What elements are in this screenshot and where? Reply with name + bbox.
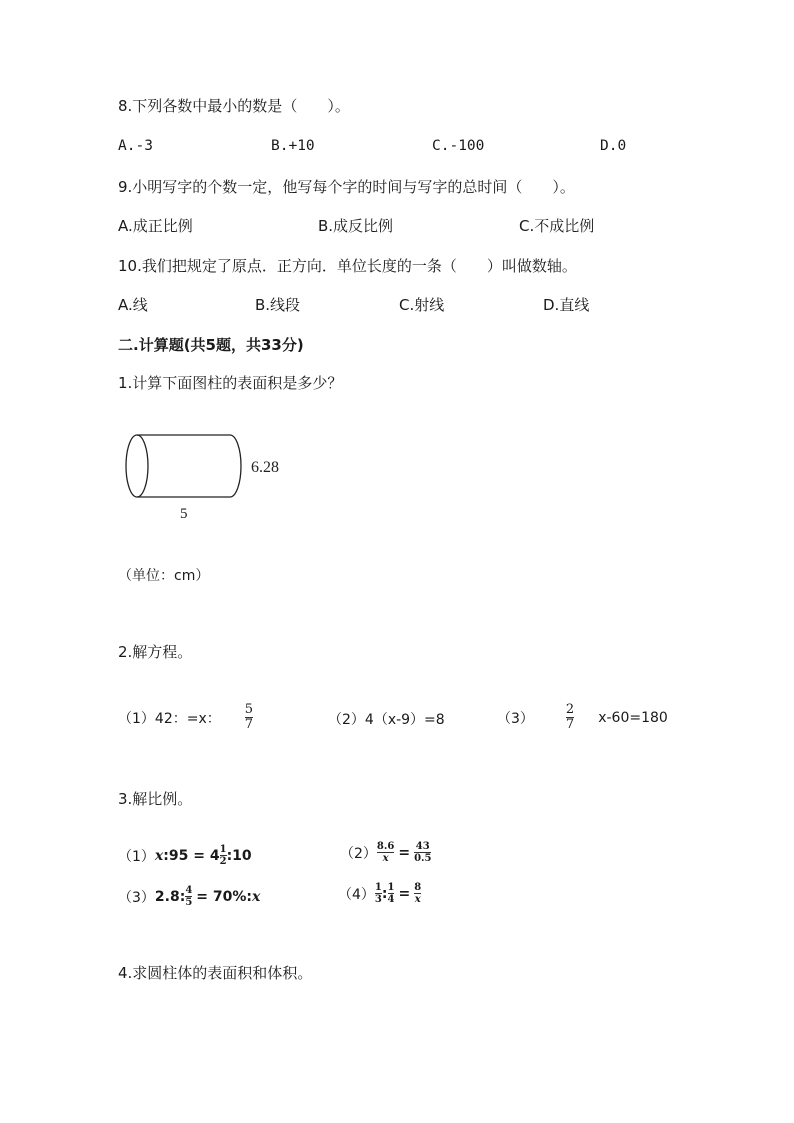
q9-option-c: C.不成比例 [519, 217, 595, 235]
q10-option-d: D.直线 [543, 296, 590, 314]
question-8: 8.下列各数中最小的数是（ ）。 [118, 97, 350, 115]
eq3-prefix: （3） [497, 710, 534, 727]
calc-question-3: 3.解比例。 [118, 790, 193, 808]
p2-num1: 8.6 [376, 841, 395, 852]
q8-option-a: A.-3 [118, 138, 153, 154]
q8-option-b: B.+10 [271, 138, 315, 154]
p4-fraction-3 [414, 882, 421, 905]
p4-eq: = [398, 885, 411, 902]
eq1-num: 5 [244, 702, 254, 717]
circumference-label: 6.28 [251, 459, 279, 476]
q8-option-c: C.-100 [432, 138, 485, 154]
eq3-den: 7 [565, 717, 575, 732]
p2-eq: = [398, 844, 411, 861]
p4-colon: : [381, 885, 388, 902]
p2-den1: x [382, 853, 389, 864]
proportion-1 [118, 844, 252, 867]
p2-den2: 0.5 [414, 853, 432, 864]
equation-1 [118, 703, 253, 732]
p4-n1: 1 [374, 882, 382, 893]
eq1-den: 7 [244, 717, 254, 732]
eq3-suffix: x-60=180 [598, 709, 668, 726]
p1-end: :10 [226, 847, 252, 864]
p3-var: x [252, 888, 261, 905]
eq1-fraction [245, 703, 253, 732]
q9-option-a: A.成正比例 [118, 217, 193, 235]
p4-d1: 3 [374, 894, 382, 905]
cylinder-right-arc [230, 435, 241, 497]
proportion-2 [340, 841, 431, 864]
q8-option-d: D.0 [600, 138, 627, 154]
proportion-3 [118, 885, 260, 908]
equation-3 [497, 703, 668, 732]
cylinder-figure [118, 425, 298, 525]
calc-question-4: 4.求圆柱体的表面积和体积。 [118, 964, 313, 982]
section-title: 二.计算题(共5题，共33分) [118, 336, 304, 354]
p3-b: = 70%: [196, 888, 253, 905]
p4-n2: 1 [387, 882, 395, 893]
p2-label: （2） [340, 845, 377, 862]
p4-n3: 8 [414, 882, 422, 893]
q10-option-c: C.射线 [399, 296, 445, 314]
eq3-fraction [566, 703, 574, 732]
p3-fraction [185, 885, 192, 908]
cylinder-left-base [126, 435, 148, 497]
p3-a: 2.8: [154, 888, 186, 905]
proportion-4 [338, 882, 421, 905]
p1-mid: :95 = 4 [163, 847, 220, 864]
p4-d2: 4 [387, 894, 395, 905]
p1-den: 2 [219, 856, 227, 867]
calc-question-1: 1.计算下面图柱的表面积是多少？ [118, 374, 343, 392]
p4-fraction-1 [375, 882, 382, 905]
q9-option-b: B.成反比例 [318, 217, 394, 235]
q10-option-b: B.线段 [255, 296, 301, 314]
eq1-prefix: （1）42：=x： [118, 710, 221, 727]
equation-2 [328, 709, 445, 729]
p1-var: x [154, 847, 164, 864]
p4-fraction-2 [388, 882, 395, 905]
unit-note: （单位：cm） [118, 568, 210, 584]
p1-fraction [220, 844, 227, 867]
p3-num: 4 [185, 885, 193, 896]
p3-label: （3） [118, 889, 155, 906]
q10-option-a: A.线 [118, 296, 148, 314]
p3-den: 5 [185, 897, 193, 908]
p4-label: （4） [338, 886, 375, 903]
p2-num2: 43 [415, 841, 430, 852]
eq3-num: 2 [565, 702, 575, 717]
p2-fraction-2 [414, 841, 431, 864]
question-9: 9.小明写字的个数一定，他写每个字的时间与写字的总时间（ ）。 [118, 178, 575, 196]
p4-d3: x [414, 894, 421, 905]
question-10: 10.我们把规定了原点．正方向．单位长度的一条（ ）叫做数轴。 [118, 257, 577, 275]
p1-num: 1 [219, 844, 227, 855]
calc-question-2: 2.解方程。 [118, 643, 193, 661]
p1-label: （1） [118, 848, 155, 865]
length-label: 5 [180, 506, 188, 522]
p2-fraction-1 [377, 841, 394, 864]
eq2-text: （2）4（x-9）=8 [328, 712, 445, 728]
